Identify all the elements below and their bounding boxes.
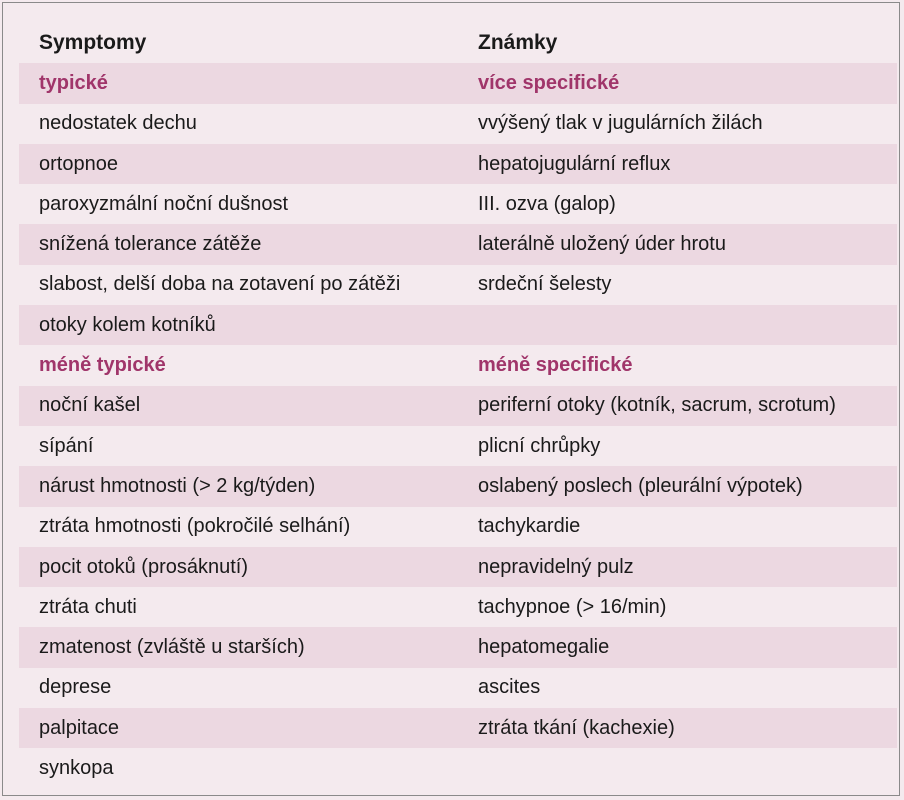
symptom-cell: noční kašel <box>39 394 141 417</box>
table-row <box>19 748 897 788</box>
header-symptoms: Symptomy <box>39 31 147 55</box>
symptom-cell: deprese <box>39 676 112 699</box>
sign-cell: plicní chrůpky <box>478 434 601 457</box>
table-row <box>19 668 897 708</box>
section-row <box>19 63 897 103</box>
symptom-cell: ztráta hmotnosti (pokročilé selhání) <box>39 515 351 538</box>
sign-cell: periferní otoky (kotník, sacrum, scrotum) <box>478 394 836 417</box>
section-label-signs: méně specifické <box>478 354 633 377</box>
sign-cell: vvýšený tlak v jugulárních žilách <box>478 112 763 135</box>
symptom-cell: sípání <box>39 434 94 457</box>
symptom-cell: palpitace <box>39 716 120 739</box>
table-frame <box>2 2 900 796</box>
table-row <box>19 104 897 144</box>
table-row <box>19 627 897 667</box>
section-label-symptoms: typické <box>39 71 108 94</box>
symptom-cell: nárust hmotnosti (> 2 kg/týden) <box>39 474 316 497</box>
symptom-cell: paroxyzmální noční dušnost <box>39 192 289 215</box>
table-row <box>19 144 897 184</box>
table-body <box>19 63 897 788</box>
table-row <box>19 426 897 466</box>
section-label-signs: více specifické <box>478 71 620 94</box>
symptom-cell: otoky kolem kotníků <box>39 313 216 336</box>
sign-cell: tachykardie <box>478 515 581 538</box>
header-signs: Známky <box>478 31 558 55</box>
table-row <box>19 466 897 506</box>
section-label-symptoms: méně typické <box>39 354 166 377</box>
symptom-cell: synkopa <box>39 756 114 779</box>
table-row <box>19 708 897 748</box>
table-row <box>19 224 897 264</box>
sign-cell: ascites <box>478 676 541 699</box>
symptom-cell: ztráta chuti <box>39 595 137 618</box>
table-header-row <box>19 23 897 63</box>
symptom-cell: nedostatek dechu <box>39 112 197 135</box>
symptoms-signs-table <box>19 23 897 789</box>
sign-cell: hepatojugulární reflux <box>478 152 671 175</box>
sign-cell: ztráta tkání (kachexie) <box>478 716 675 739</box>
sign-cell: laterálně uložený úder hrotu <box>478 233 726 256</box>
sign-cell: hepatomegalie <box>478 636 610 659</box>
sign-cell: nepravidelný pulz <box>478 555 634 578</box>
table-row <box>19 265 897 305</box>
sign-cell: oslabený poslech (pleurální výpotek) <box>478 474 803 497</box>
symptom-cell: pocit otoků (prosáknutí) <box>39 555 248 578</box>
symptom-cell: zmatenost (zvláště u starších) <box>39 636 305 659</box>
table-row <box>19 305 897 345</box>
table-row <box>19 507 897 547</box>
section-row <box>19 345 897 385</box>
symptom-cell: snížená tolerance zátěže <box>39 233 262 256</box>
sign-cell: tachypnoe (> 16/min) <box>478 595 667 618</box>
table-row <box>19 547 897 587</box>
table-row <box>19 587 897 627</box>
symptom-cell: slabost, delší doba na zotavení po zátěži <box>39 273 401 296</box>
table-row <box>19 386 897 426</box>
table-row <box>19 184 897 224</box>
sign-cell: srdeční šelesty <box>478 273 612 296</box>
sign-cell: III. ozva (galop) <box>478 192 616 215</box>
symptom-cell: ortopnoe <box>39 152 118 175</box>
